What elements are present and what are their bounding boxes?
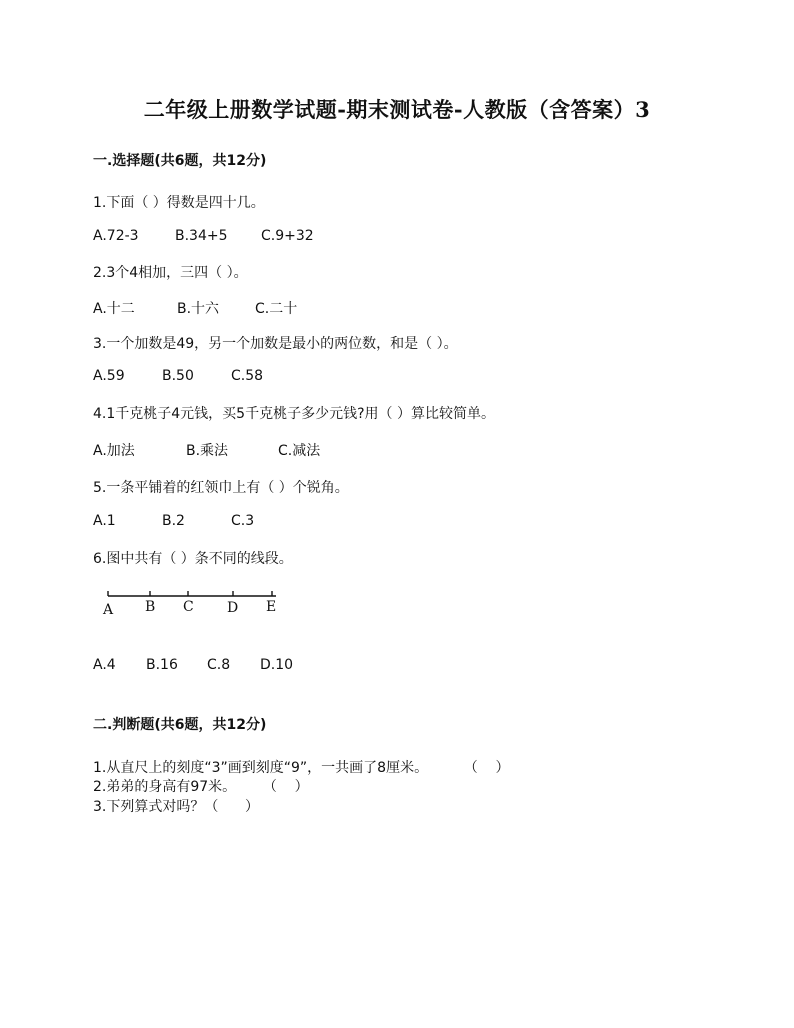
question-5: 5.一条平铺着的红领巾上有（ ）个锐角。 [93,480,349,496]
option-c: C.减法 [278,443,321,459]
options-2 [93,298,297,318]
question-1: 1.下面（ ）得数是四十几。 [93,195,265,211]
option-b: B.50 [162,368,194,384]
option-b: B.十六 [177,301,220,317]
option-a: A.59 [93,368,125,384]
question-3: 3.一个加数是49，另一个加数是最小的两位数，和是（ ）。 [93,336,458,352]
option-b: B.2 [162,513,185,529]
option-b: B.16 [146,657,178,673]
question-4: 4.1千克桃子4元钱，买5千克桃子多少元钱?用（ ）算比较简单。 [93,406,495,422]
option-a: A.加法 [93,443,135,459]
question-6: 6.图中共有（ ）条不同的线段。 [93,551,293,567]
option-a: A.1 [93,513,116,529]
page-title: 二年级上册数学试题-期末测试卷-人教版（含答案）3 [143,97,651,122]
option-c: C.二十 [255,301,298,317]
point-label-e: E [266,599,277,615]
option-b: B.34+5 [175,228,228,244]
judgement-item-1: 1.从直尺上的刻度“3”画到刻度“9”，一共画了8厘米。 （ ） [93,760,510,776]
point-label-b: B [145,599,156,615]
option-b: B.乘法 [186,443,229,459]
option-c: C.58 [231,368,264,384]
question-2: 2.3个4相加，三四（ ）。 [93,265,248,281]
option-d: D.10 [260,657,294,673]
option-c: C.3 [231,513,255,529]
judgement-item-3: 3.下列算式对吗？（ ） [93,799,260,815]
point-label-a: A [103,602,114,618]
point-label-d: D [227,600,239,616]
section-heading-choice: 一.选择题(共6题，共12分) [93,153,267,169]
option-c: C.8 [207,657,231,673]
point-label-c: C [183,599,194,615]
options-4 [93,440,320,460]
judgement-item-2: 2.弟弟的身高有97米。 （ ） [93,779,309,795]
options-3 [93,368,263,384]
option-c: C.9+32 [261,228,314,244]
line-segment-figure [100,588,290,622]
options-1 [93,228,314,244]
option-a: A.72-3 [93,228,139,244]
section-heading-judgement: 二.判断题(共6题，共12分) [93,717,267,733]
options-5 [93,513,254,529]
options-6 [93,657,293,673]
option-a: A.十二 [93,301,135,317]
option-a: A.4 [93,657,116,673]
